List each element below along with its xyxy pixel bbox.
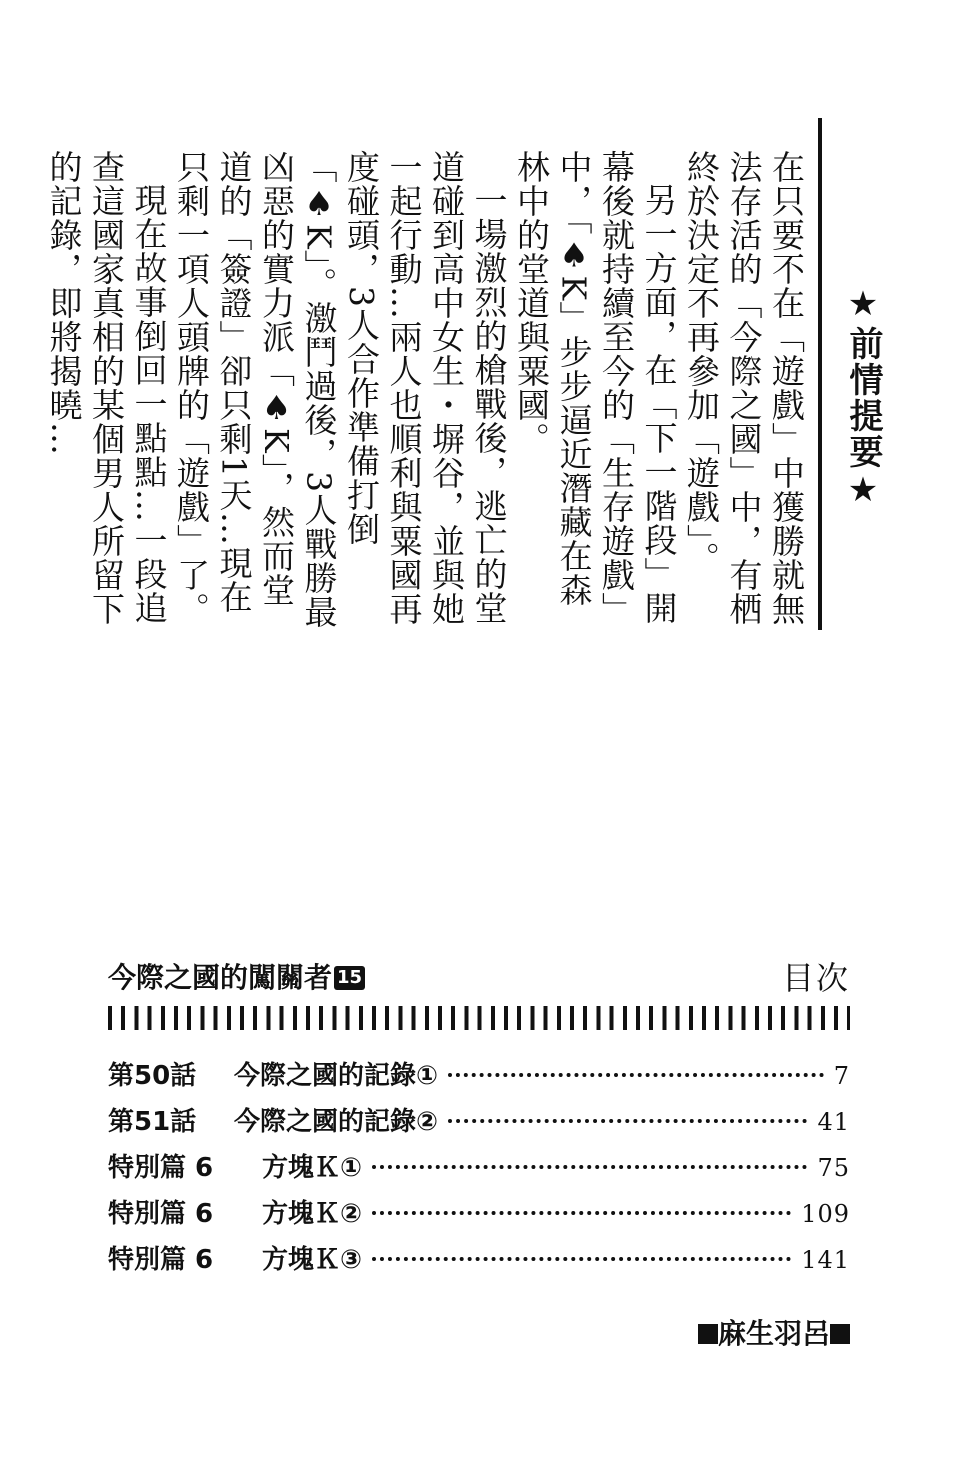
synopsis-paragraph: 在只要不在「遊戲」中獲勝就無法存活的「今際之國」中，有栖終於決定不再參加「遊戲」。 [682, 150, 806, 626]
book-title-text: 今際之國的闖關者 [108, 961, 333, 994]
toc-entry[interactable] [108, 1193, 850, 1239]
dot-leader [372, 1257, 791, 1261]
synopsis-divider [818, 118, 822, 630]
dot-leader [448, 1119, 807, 1123]
toc-entry-label: 特別篇 6 [108, 1153, 214, 1183]
toc-entry[interactable] [108, 1147, 850, 1193]
toc-entry[interactable] [108, 1055, 850, 1101]
toc-entry-page: 75 [817, 1154, 850, 1182]
square-ornament-icon [830, 1324, 850, 1344]
toc-entry-title: 方塊Ｋ① [262, 1153, 363, 1183]
toc-entry-page: 41 [817, 1108, 850, 1136]
toc-entry[interactable] [108, 1239, 850, 1285]
volume-badge: 15 [334, 966, 365, 990]
dot-leader [372, 1165, 807, 1169]
synopsis-text [44, 150, 807, 640]
square-ornament-icon [698, 1324, 718, 1344]
synopsis-heading: ★前情提要★ [843, 284, 883, 512]
toc-entry-page: 109 [801, 1200, 850, 1228]
toc-entry-label: 第50話 [108, 1061, 197, 1091]
toc-entry[interactable] [108, 1101, 850, 1147]
author-credit [656, 1312, 850, 1352]
toc-entry-title: 方塊Ｋ③ [262, 1245, 363, 1275]
toc-entry-label: 特別篇 6 [108, 1199, 214, 1229]
synopsis-paragraph: 另一方面，在「下一階段」開幕後就持續至今的「生存遊戲」中，「♠K」步步逼近潛藏在森林中的堂道與粟國。 [512, 150, 679, 626]
toc-entry-page: 141 [801, 1246, 850, 1274]
toc-entry-page: 7 [833, 1062, 850, 1090]
dot-leader [448, 1073, 824, 1077]
toc-list [108, 1055, 850, 1285]
toc-header [108, 956, 850, 1000]
synopsis-paragraph: 現在故事倒回一點點…一段追查這國家真相的某個男人所留下的記錄，即將揭曉… [44, 150, 169, 626]
toc-entry-title: 方塊Ｋ② [262, 1199, 363, 1229]
decorative-bar-rule [108, 1006, 850, 1030]
synopsis-paragraph: 一場激烈的槍戰後，逃亡的堂道碰到高中女生・塀谷，並與她一起行動…兩人也順利與粟國再度碰頭，3人合作準備打倒「♠K」。激鬥過後，3人戰勝最凶惡的實力派「♠K」，然而堂道的「簽證」卻只剩1天…現在只剩一項人頭牌的「遊戲」了。 [172, 150, 509, 630]
toc-entry-title: 今際之國的記錄① [234, 1061, 439, 1091]
toc-entry-label: 特別篇 6 [108, 1245, 214, 1275]
toc-entry-label: 第51話 [108, 1107, 197, 1137]
book-title [108, 958, 365, 998]
dot-leader [372, 1211, 791, 1215]
author-name: 麻生羽呂 [717, 1317, 830, 1350]
toc-entry-title: 今際之國的記錄② [234, 1107, 439, 1137]
contents-label: 目次 [781, 959, 850, 997]
